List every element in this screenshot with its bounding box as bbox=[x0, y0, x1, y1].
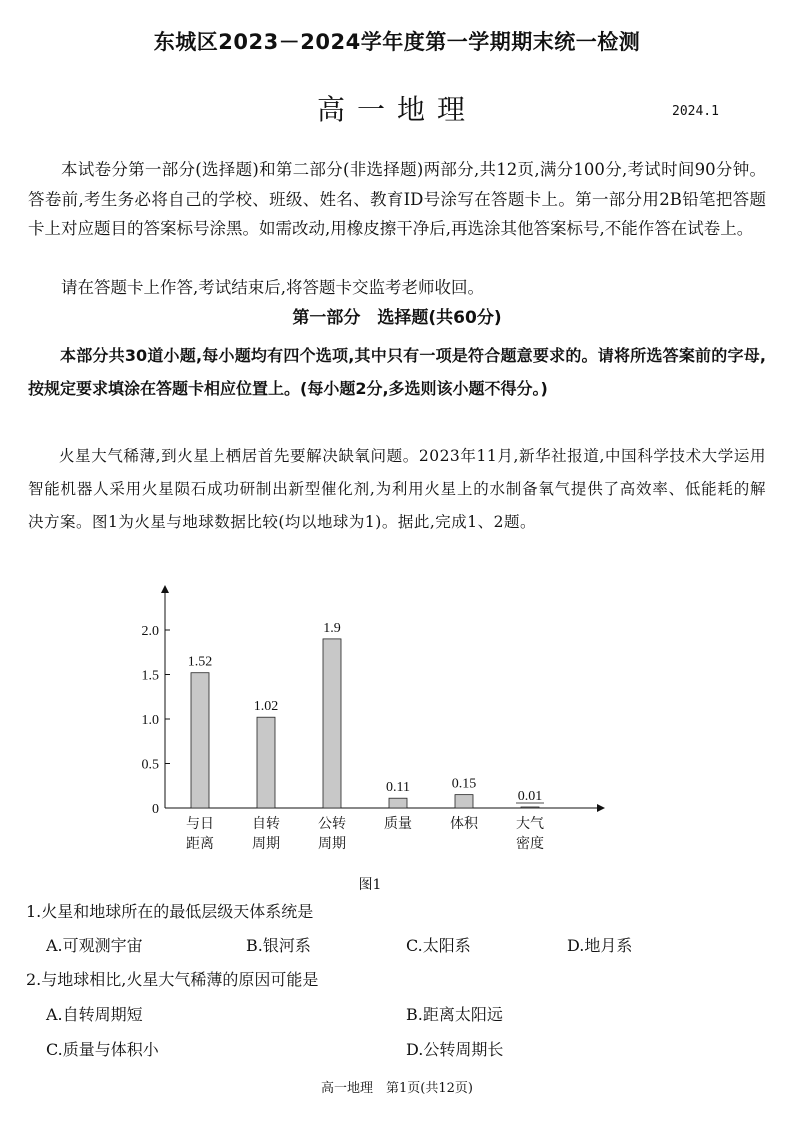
intro-paragraph-2: 请在答题卡上作答,考试结束后,将答题卡交监考老师收回。 bbox=[61, 278, 484, 297]
bar bbox=[257, 717, 275, 808]
category-label: 公转 bbox=[318, 817, 346, 832]
bar-value-label: 1.52 bbox=[187, 654, 213, 670]
category-label: 与日 bbox=[186, 817, 214, 832]
category-label: 周期 bbox=[318, 837, 346, 852]
question-1-option-b: B.银河系 bbox=[246, 936, 311, 955]
question-2-stem: 2.与地球相比,火星大气稀薄的原因可能是 bbox=[26, 970, 319, 989]
category-label: 周期 bbox=[252, 837, 280, 852]
category-label: 大气 bbox=[516, 817, 544, 832]
question-1-option-a: A.可观测宇宙 bbox=[46, 936, 143, 955]
category-label: 体积 bbox=[450, 817, 478, 832]
category-label: 自转 bbox=[252, 817, 280, 832]
x-axis-arrow bbox=[597, 804, 605, 812]
reading-material: 火星大气稀薄,到火星上栖居首先要解决缺氧问题。2023年11月,新华社报道,中国科学技术大学运用智能机器人采用火星陨石成功研制出新型催化剂,为利用火星上的水制备氧气提供了高效率、低能耗的解决方案。图1为火星与地球数据比较(均以地球为1)。据此,完成1、2题。 bbox=[28, 447, 766, 531]
bar bbox=[389, 798, 407, 808]
part1-heading: 第一部分 选择题(共60分) bbox=[292, 308, 502, 328]
question-1-stem: 1.火星和地球所在的最低层级天体系统是 bbox=[26, 902, 314, 921]
category-label: 质量 bbox=[384, 817, 412, 832]
question-1-option-d: D.地月系 bbox=[567, 936, 633, 955]
question-2-option-b: B.距离太阳远 bbox=[406, 1005, 503, 1024]
bar bbox=[323, 639, 341, 808]
exam-date: 2024.1 bbox=[672, 104, 719, 119]
page-footer: 高一地理 第1页(共12页) bbox=[321, 1081, 473, 1096]
question-1-option-c: C.太阳系 bbox=[406, 936, 471, 955]
y-tick-label: 1.0 bbox=[141, 713, 159, 728]
question-2-option-a: A.自转周期短 bbox=[46, 1005, 143, 1024]
bar-value-label: 0.15 bbox=[451, 776, 477, 792]
bar bbox=[191, 673, 209, 808]
subject-title: 高一地理 bbox=[316, 93, 477, 126]
question-2-option-c: C.质量与体积小 bbox=[46, 1040, 159, 1059]
bar-value-label: 0.11 bbox=[386, 780, 410, 796]
bar bbox=[521, 807, 539, 808]
bar bbox=[455, 795, 473, 808]
y-tick-label: 2.0 bbox=[141, 624, 159, 639]
intro-paragraph: 本试卷分第一部分(选择题)和第二部分(非选择题)两部分,共12页,满分100分,考试时间90分钟。答卷前,考生务必将自己的学校、班级、姓名、教育ID号涂写在答题卡上。第一部分用2B铅笔把答题卡上对应题目的答案标号涂黑。如需改动,用橡皮擦干净后,再选涂其他答案标号,不能作答在试卷上。 bbox=[28, 160, 766, 238]
y-tick-label: 0.5 bbox=[141, 757, 159, 773]
figure-caption: 图1 bbox=[358, 877, 382, 893]
bar-value-label: 1.02 bbox=[253, 699, 279, 715]
figure1-bar-chart bbox=[120, 575, 620, 865]
category-label: 距离 bbox=[186, 837, 214, 852]
category-label: 密度 bbox=[516, 837, 544, 852]
question-2-option-d: D.公转周期长 bbox=[406, 1040, 504, 1059]
exam-title: 东城区2023－2024学年度第一学期期末统一检测 bbox=[153, 30, 641, 54]
y-axis-arrow bbox=[161, 585, 169, 593]
part1-instructions: 本部分共30道小题,每小题均有四个选项,其中只有一项是符合题意要求的。请将所选答案前的字母,按规定要求填涂在答题卡相应位置上。(每小题2分,多选则该小题不得分。) bbox=[28, 346, 766, 398]
bar-value-label: 0.01 bbox=[517, 789, 543, 804]
y-tick-label: 0 bbox=[152, 802, 159, 817]
y-tick-label: 1.5 bbox=[141, 668, 159, 684]
bar-value-label: 1.9 bbox=[323, 620, 341, 636]
